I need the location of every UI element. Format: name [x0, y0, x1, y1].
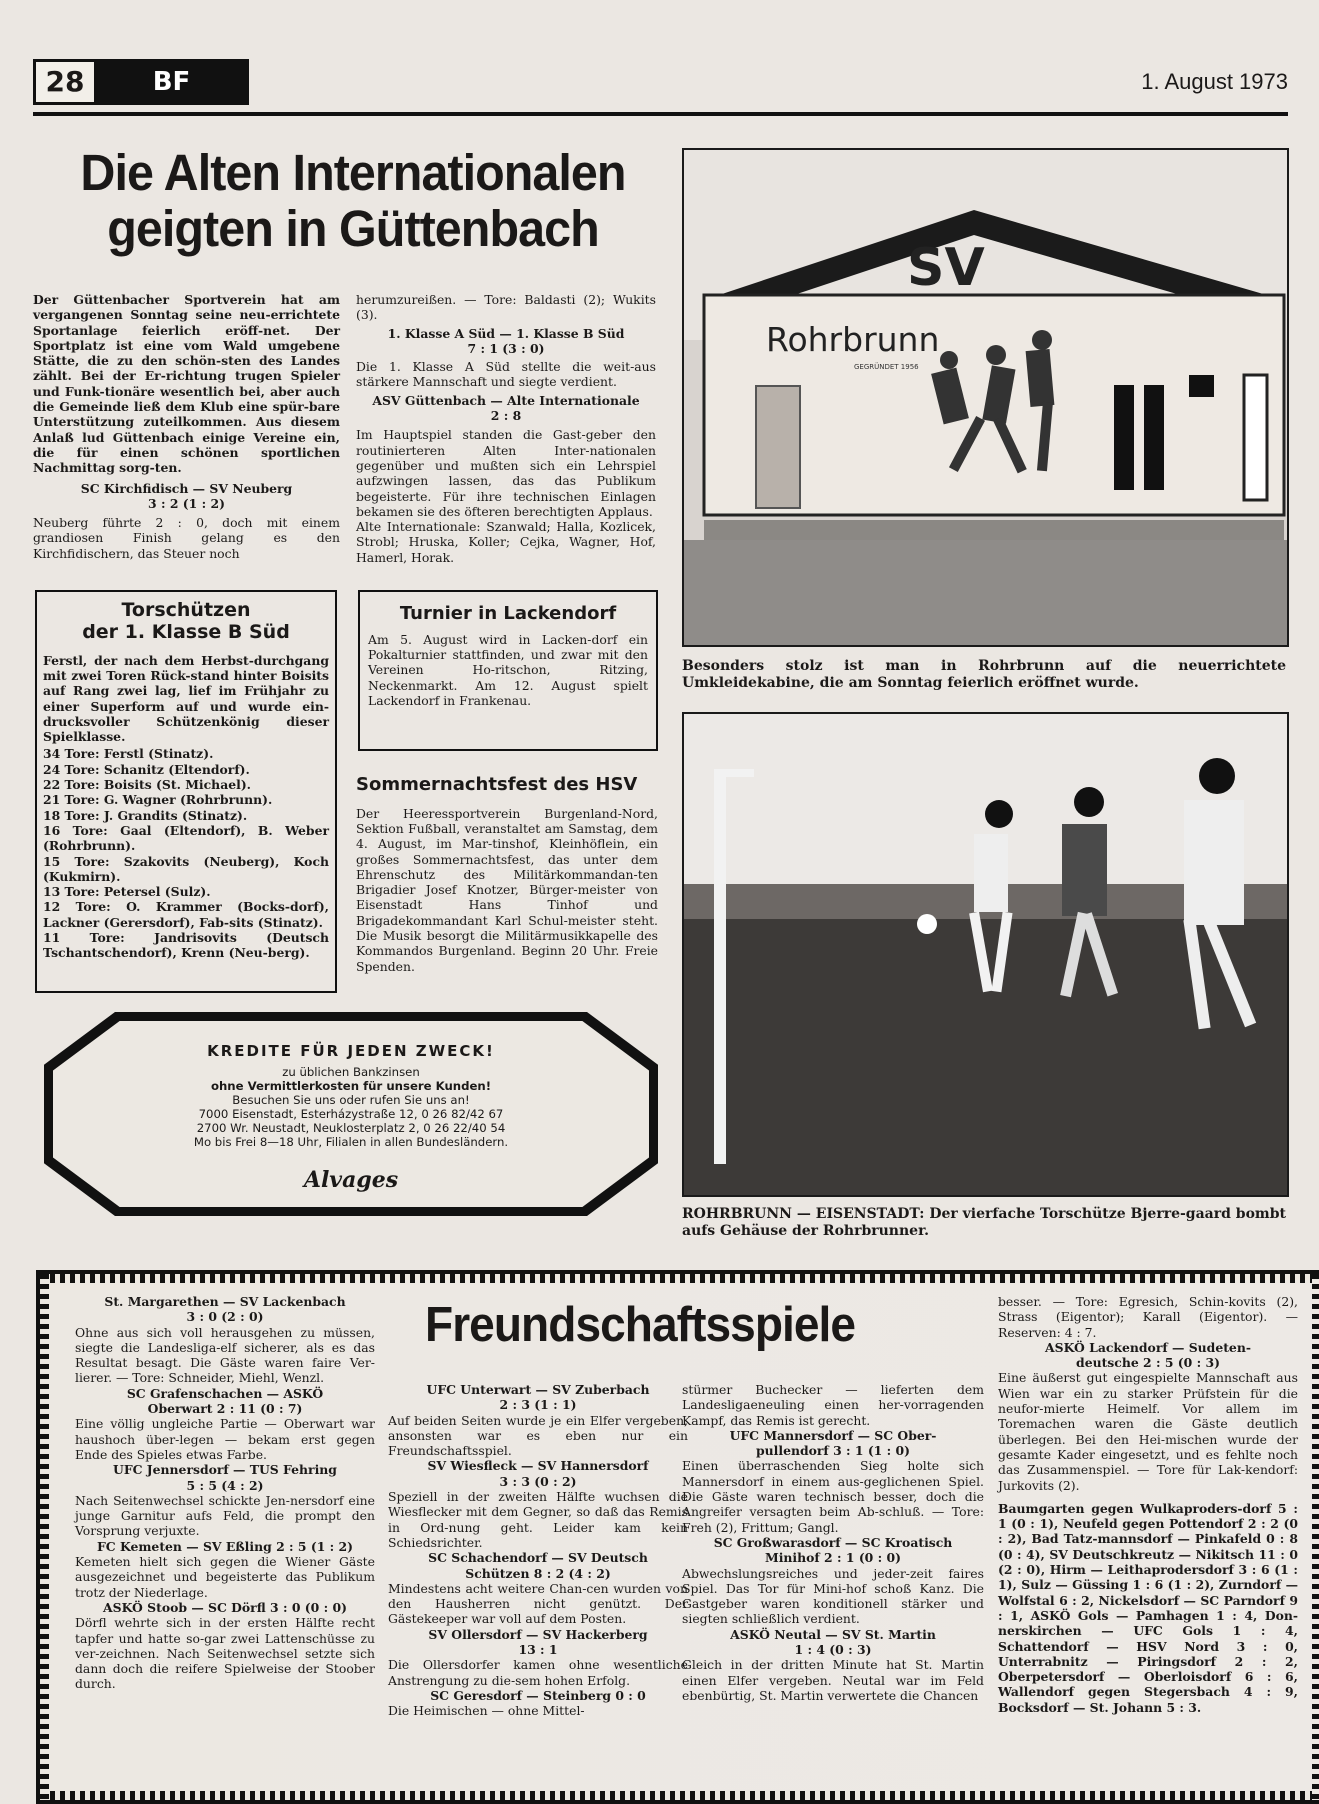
page-number: 28 — [33, 59, 97, 105]
article-text-2: herumzureißen. — Tore: Baldasti (2); Wukits (3). — [356, 292, 656, 323]
freund-match: UFC Mannersdorf — SC Ober- — [729, 1427, 937, 1443]
freund-text: Gleich in der dritten Minute hat St. Martin einen Elfer vergeben. Neutal war im Feld ebenbürtig, St. Martin verwertete die Chancen — [682, 1657, 984, 1703]
freund-mid-column-2 — [682, 1382, 984, 1703]
freund-right-column — [998, 1294, 1298, 1715]
freund-text: Eine völlig ungleiche Partie — Oberwart war haushoch über-legen — bekam erst gegen Ende des Spieles etwas Farbe. — [75, 1416, 375, 1462]
torschuetzen-item: 12 Tore: O. Krammer (Bocks-dorf), Lackner (Gerersdorf), Fab-sits (Stinatz). — [43, 899, 329, 930]
freund-text: Eine äußerst gut eingespielte Mannschaft aus Wien war ein zu starker Prüfstein für die neufor-mierte Heimelf. Vor allem im Toremachen waren die Gäste deutlich überlegen. Bei den Hei-mischen wurde der gesamte Kader eingesetzt, und es fehlte noch das Zusammenspiel. — Tore für Lak-kendorf: Jurkovits (2). — [998, 1370, 1298, 1493]
section-tag: BF — [94, 59, 249, 105]
sommer-text: Der Heeressportverein Burgenland-Nord, Sektion Fußball, veranstaltet am Samstag, dem 4. August, im Mar-tinshof, Kleinhöflein, ein großes Sommernachtsfest, das unter dem Ehrenschutz des Militärkommandan-ten Brigadier Josef Knotzer, Bürger-meister von Eisenstadt Hans Tinhof und Brigadekommandant Karl Schul-meister steht. Die Musik besorgt die Militärmusikkapelle des Kommandos Burgenland. Beginn 20 Uhr. Freie Spenden. — [356, 805, 658, 974]
freund-text: Dörfl wehrte sich in der ersten Hälfte recht tapfer und hatte so-gar zwei Lattenschüsse zu ver-zeichnen. Nach Seitenwechsel setzte sich dann doch die reifere Spielweise der Stoober durch. — [75, 1615, 375, 1692]
section-dashed-left — [40, 1274, 49, 1800]
sommer-title: Sommernachtsfest des HSV — [356, 774, 638, 795]
freund-match: SC Schachendorf — SV Deutsch — [428, 1550, 648, 1566]
freund-score: pullendorf 3 : 1 (1 : 0) — [755, 1443, 910, 1459]
freund-match: UFC Unterwart — SV Zuberbach — [426, 1382, 650, 1397]
main-headline — [49, 145, 657, 257]
torschuetzen-title-1: Torschützen — [121, 599, 251, 621]
torschuetzen-title-2: der 1. Klasse B Süd — [82, 620, 290, 643]
section-dashed-top — [40, 1274, 1319, 1283]
torschuetzen-item: 11 Tore: Jandrisovits (Deutsch Tschantschendorf), Krenn (Neu-berg). — [43, 930, 329, 961]
article-lineup: Alte Internationale: Szanwald; Halla, Kozlicek, Strobl; Hruska, Koller; Cejka, Wagner, Hof, Hamerl, Horak. — [356, 519, 656, 565]
freund-match: FC Kemeten — SV Eßling 2 : 5 (1 : 2) — [96, 1538, 354, 1554]
sign-rohrbrunn: Rohrbrunn — [766, 320, 940, 359]
freund-match: UFC Jennersdorf — TUS Fehring — [113, 1462, 337, 1478]
freund-text: besser. — Tore: Egresich, Schin-kovits (2), Strass (Eigentor); Karall (Eigentor). — Reserven: 4 : 7. — [998, 1294, 1298, 1340]
turnier-text: Am 5. August wird in Lacken-dorf ein Pokalturnier stattfinden, und zwar mit den Vereinen Ho-ritschon, Ritzing, Neckenmarkt. Am 12. August spielt Lackendorf in Frankenau. — [368, 631, 648, 708]
freund-match: ASKÖ Lackendorf — Sudeten- — [1045, 1339, 1251, 1355]
freund-score: 1 : 4 (0 : 3) — [794, 1642, 872, 1658]
freund-text: Auf beiden Seiten wurde je ein Elfer vergeben, ansonsten war es eben nur ein Freundschaftsspiel. — [388, 1412, 688, 1459]
match-title-1: SC Kirchfidisch — SV Neuberg — [80, 480, 293, 496]
freund-score: Minihof 2 : 1 (0 : 0) — [765, 1550, 901, 1566]
freundschaftsspiele-title: Freundschaftsspiele — [425, 1298, 856, 1352]
torschuetzen-item: 21 Tore: G. Wagner (Rohrbrunn). — [43, 792, 273, 808]
article-column-2 — [356, 292, 656, 565]
freund-match: SV Ollersdorf — SV Hackerberg — [428, 1626, 648, 1642]
freund-text: Kemeten hielt sich gegen die Wiener Gäste ausgezeichnet und begeisterte das Publikum trotz der Niederlage. — [75, 1554, 375, 1600]
freundschaftsspiele-section — [36, 1270, 1319, 1804]
freund-score: 13 : 1 — [518, 1642, 558, 1658]
freund-match: St. Margarethen — SV Lackenbach — [104, 1294, 346, 1309]
match-caption: ROHRBRUNN — EISENSTADT: Der vierfache Torschütze Bjerre-gaard bombt aufs Gehäuse der Rohrbrunner. — [682, 1206, 1286, 1239]
freund-text: Nach Seitenwechsel schickte Jen-nersdorf eine junge Garnitur aufs Feld, die prompt den Vorsprung verjuxte. — [75, 1492, 375, 1539]
match-title-2: 1. Klasse A Süd — 1. Klasse B Süd — [387, 325, 625, 341]
freund-mid-column-1 — [388, 1382, 688, 1719]
header-rule — [33, 112, 1288, 116]
clubhouse-image — [684, 150, 1287, 645]
freund-text: Ohne aus sich voll herausgehen zu müssen, siegte die Landesliga-elf sicherer, als es das Resultat besagt. Die Gäste waren faire Ver-lierer. — Tore: Schneider, Miehl, Wenzl. — [75, 1324, 375, 1386]
article-text-1: Neuberg führte 2 : 0, doch mit einem grandiosen Finish gelang es den Kirchfidischern, das Steuer noch — [33, 515, 340, 561]
freund-score: 5 : 5 (4 : 2) — [186, 1477, 264, 1493]
ad-line-2: ohne Vermittlerkosten für unsere Kunden! — [210, 1079, 492, 1093]
torschuetzen-intro: Ferstl, der nach dem Herbst-durchgang mit zwei Toren Rück-stand hinter Boisits auf Rang zwei lag, lief im Frühjahr zu einer Superform auf und wurde ein-drucksvoller Schützenkönig dieser Spielklasse. — [43, 652, 329, 745]
torschuetzen-item: 15 Tore: Szakovits (Neuberg), Koch (Kukmirn). — [43, 853, 329, 884]
freund-score: Oberwart 2 : 11 (0 : 7) — [147, 1401, 303, 1417]
article-text-4: Im Hauptspiel standen die Gast-geber den routinierteren Alten Inter-nationalen gegenüber und mußten sich ein Lehrspiel aufzwingen lassen, das das Publikum begeisterte. Für ihre technischen Einlagen bekamen sie des öfteren berechtigten Applaus. — [356, 427, 656, 519]
ad-line-3: Besuchen Sie uns oder rufen Sie uns an! — [232, 1093, 470, 1107]
torschuetzen-item: 22 Tore: Boisits (St. Michael). — [43, 777, 251, 793]
freund-score: 3 : 0 (2 : 0) — [186, 1309, 264, 1325]
sommer-article — [356, 775, 658, 974]
ad-brand-logo: Alvages — [303, 1167, 399, 1193]
freund-match: SV Wiesfleck — SV Hannersdorf — [427, 1458, 649, 1474]
torschuetzen-item: 16 Tore: Gaal (Eltendorf), B. Weber (Rohrbrunn). — [43, 822, 329, 854]
article-column-1 — [33, 292, 340, 561]
freund-match: SC Grafenschachen — ASKÖ — [126, 1385, 324, 1401]
freund-left-column — [75, 1294, 375, 1692]
torschuetzen-item: 18 Tore: J. Grandits (Stinatz). — [43, 807, 248, 823]
sign-sv: SV — [907, 238, 985, 298]
torschuetzen-item: 13 Tore: Petersel (Sulz). — [43, 884, 211, 900]
ad-line-6: Mo bis Frei 8—18 Uhr, Filialen in allen Bundesländern. — [193, 1135, 509, 1149]
section-dashed-bottom — [40, 1791, 1319, 1800]
credit-ad — [44, 1012, 658, 1216]
freund-text: Die Heimischen — ohne Mittel- — [388, 1703, 585, 1719]
match-score-1: 3 : 2 (1 : 2) — [148, 495, 225, 511]
headline-line-2: geigten in Güttenbach — [107, 200, 599, 258]
freund-score: 2 : 3 (1 : 1) — [499, 1397, 577, 1413]
freund-text: Einen überraschenden Sieg holte sich Mannersdorf in einem aus-geglichenen Spiel. Die Gäste waren technisch besser, doch die Angreifer versagten beim Ab-schluß. — Tore: Freh (2), Frittum; Gangl. — [682, 1458, 984, 1535]
turnier-box — [358, 590, 658, 751]
section-dashed-right — [1312, 1274, 1319, 1800]
freund-match: SC Geresdorf — Steinberg 0 : 0 — [430, 1687, 646, 1703]
ad-line-1: zu üblichen Bankzinsen — [282, 1065, 420, 1079]
ad-line-5: 2700 Wr. Neustadt, Neuklosterplatz 2, 0 26 22/40 54 — [196, 1121, 506, 1135]
freund-score: 3 : 3 (0 : 2) — [499, 1473, 577, 1489]
torschuetzen-box — [35, 590, 337, 993]
torschuetzen-item: 34 Tore: Ferstl (Stinatz). — [43, 746, 214, 762]
freund-score: deutsche 2 : 5 (0 : 3) — [1076, 1355, 1220, 1371]
sign-founded: GEGRÜNDET 1956 — [854, 363, 919, 371]
match-image — [684, 714, 1287, 1195]
freund-match: ASKÖ Stoob — SC Dörfl 3 : 0 (0 : 0) — [103, 1599, 347, 1615]
freund-text: stürmer Buchecker — lieferten dem Landesligaeneuling einen her-vorragenden Kampf, das Remis ist gerecht. — [682, 1382, 984, 1428]
match-title-3: ASV Güttenbach — Alte Internationale — [372, 392, 640, 408]
match-photo — [682, 712, 1289, 1197]
freund-match: ASKÖ Neutal — SV St. Martin — [730, 1626, 936, 1642]
freund-text: Abwechslungsreiches und jeder-zeit faires Spiel. Das Tor für Mini-hof schoß Kanz. Die Gastgeber waren konditionell stärker und siegten schließlich verdient. — [682, 1565, 984, 1627]
freund-match: SC Großwarasdorf — SC Kroatisch — [713, 1534, 953, 1550]
clubhouse-caption: Besonders stolz ist man in Rohrbrunn auf die neuerrichtete Umkleidekabine, die am Sonntag feierlich eröffnet wurde. — [682, 658, 1286, 691]
article-text-3: Die 1. Klasse A Süd stellte die weit-aus stärkere Mannschaft und siegte verdient. — [356, 359, 656, 390]
match-score-2: 7 : 1 (3 : 0) — [467, 340, 545, 356]
freund-score: Schützen 8 : 2 (4 : 2) — [465, 1565, 611, 1581]
article-intro: Der Güttenbacher Sportverein hat am vergangenen Sonntag seine neu-errichtete Sportanlage feierlich eröff-net. Der Sportplatz ist eine vom Wald umgebene Stätte, die zu den schön-sten des Landes zählt. Bei der Er-richtung trugen Spieler und Funk-tionäre wesentlich bei, aber auch die Gemeinde ließ dem Klub eine spür-bare Unterstützung zuteilkommen. Aus diesem Anlaß lud Güttenbach einige Vereine ein, die für einen schönen sportlichen Nachmittag sorg-ten. — [33, 292, 340, 476]
freund-text: Speziell in der zweiten Hälfte wuchsen die Wiesflecker mit dem Gegner, so daß das Remis in Ord-nung geht. Leider kam kein Schiedsrichter. — [388, 1489, 688, 1550]
freund-text: Mindestens acht weitere Chan-cen wurden von den Hausherren nicht genützt. Der Gästekeeper war voll auf dem Posten. — [388, 1580, 688, 1627]
freund-text: Die Ollersdorfer kamen ohne wesentliche Anstrengung zu die-sem hohen Erfolg. — [388, 1657, 688, 1688]
ad-title: KREDITE FÜR JEDEN ZWECK! — [207, 1042, 495, 1060]
headline-line-1: Die Alten Internationalen — [80, 144, 626, 201]
publication-date: 1. August 1973 — [1141, 69, 1288, 94]
ad-line-4: 7000 Eisenstadt, Esterházystraße 12, 0 26 82/42 67 — [198, 1107, 504, 1121]
match-score-3: 2 : 8 — [490, 408, 522, 424]
freund-results-list: Baumgarten gegen Wulkaproders-dorf 5 : 1 (0 : 1), Neufeld gegen Pottendorf 2 : 2 (0 : 2), Bad Tatz-mannsdorf — Pinkafeld 0 : 8 (0 : 4), SV Deutschkreutz — Nikitsch 11 : 0 (2 : 0), Hirm — Leithaprodersdorf 3 : 6 (1 : 1), Sulz — Güssing 1 : 6 (1 : 2), Zurndorf — Wolfstal 6 : 2, Nickelsdorf — SC Parndorf 9 : 1, ASKÖ Gols — Pamhagen 1 : 4, Don-nerskirchen — UFC Gols 1 : 4, Schattendorf — HSV Nord 3 : 0, Unterrabnitz — Piringsdorf 2 : 2, Oberpetersdorf — Oberloisdorf 6 : 6, Wallendorf gegen Stegersbach 4 : 9, Bocksdorf — St. Johann 5 : 3. — [998, 1500, 1298, 1715]
turnier-title: Turnier in Lackendorf — [399, 603, 617, 624]
clubhouse-photo — [682, 148, 1289, 647]
torschuetzen-item: 24 Tore: Schanitz (Eltendorf). — [43, 761, 250, 777]
